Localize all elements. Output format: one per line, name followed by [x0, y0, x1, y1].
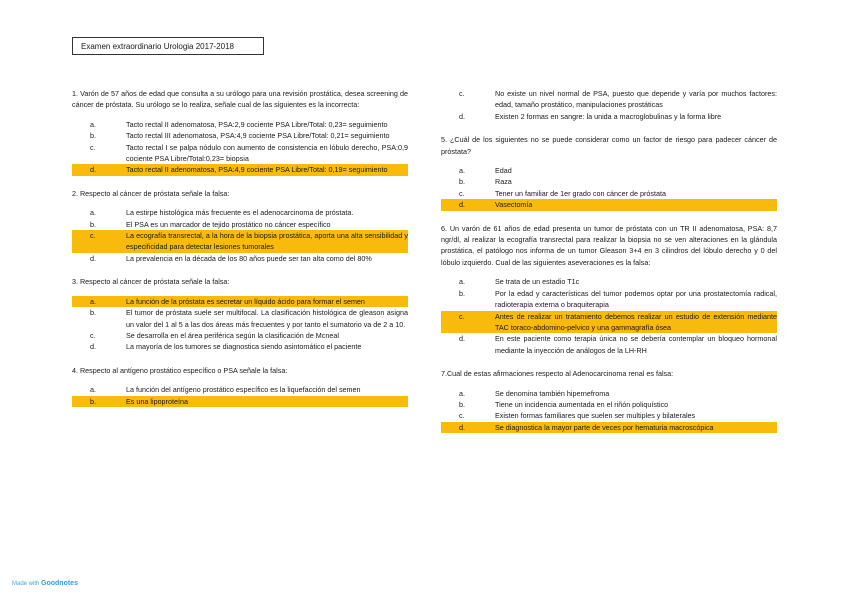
watermark-small-text: Made with: [12, 581, 40, 587]
option-text: El PSA es un marcador de tejido prostático no cáncer específico: [126, 219, 331, 229]
answer-option: [72, 341, 408, 352]
answer-option: [72, 142, 408, 165]
option-text: El tumor de próstata suele ser multifocal. La clasificación histológica de gleason asigna un valor del 1 al 5 a las dos áreas más frecuentes y por tanto el sumatorio va de 2 a 10.: [126, 308, 408, 329]
answer-option: [441, 388, 777, 399]
option-letter: c.: [459, 89, 465, 98]
option-letter: b.: [459, 399, 465, 409]
answer-option: [441, 288, 777, 311]
option-letter: a.: [90, 385, 96, 395]
option-text: La prevalencia en la década de los 80 años puede ser tan alta como del 80%: [126, 253, 372, 263]
option-text: Raza: [495, 177, 512, 187]
answer-option: [72, 384, 408, 395]
left-column: [72, 88, 408, 419]
highlighted-answer-option: [72, 230, 408, 253]
option-letter: d.: [90, 165, 96, 175]
answer-option: [441, 165, 777, 176]
option-text: La mayoría de los tumores se diagnostica siendo asintomático el paciente: [126, 342, 362, 352]
option-letter: b.: [459, 177, 465, 187]
option-letter: c.: [90, 330, 96, 340]
option-letter: a.: [90, 296, 96, 306]
answer-option: [72, 307, 408, 330]
option-text: Se trata de un estadio T1c: [495, 277, 580, 287]
goodnotes-watermark: [12, 580, 78, 587]
option-list: [441, 88, 777, 122]
question-text: 7.Cual de estas afirmaciones respecto al Adenocarcinoma renal es falsa:: [441, 369, 674, 379]
watermark-brand: Goodnotes: [41, 580, 78, 587]
answer-option: [441, 410, 777, 421]
option-text: Tacto rectal II adenomatosa, PSA:2,9 cociente PSA Libre/Total: 0,23= seguimiento: [126, 119, 388, 129]
option-text: Es una lipoproteína: [126, 396, 188, 406]
answer-option: [72, 130, 408, 141]
highlighted-answer-option: [441, 422, 777, 433]
option-text: Se diagnostica la mayor parte de veces por hematuria macroscópica: [495, 422, 714, 432]
option-letter: a.: [90, 119, 96, 129]
option-list: [441, 165, 777, 211]
option-letter: d.: [459, 200, 465, 210]
highlighted-answer-option: [72, 164, 408, 175]
question-text: 2. Respecto al cáncer de próstata señale la falsa:: [72, 188, 230, 198]
option-letter: b.: [90, 131, 96, 141]
question-text: 1. Varón de 57 años de edad que consulta a su urólogo para una revisión prostática, desea screening de cáncer de próstata. Su urólogo se lo realiza, señale cual de las siguientes es la incorrecta:: [72, 89, 408, 110]
option-text: Existen formas familiares que suelen ser multiples y bilaterales: [495, 411, 696, 421]
answer-option: [72, 207, 408, 218]
option-letter: c.: [90, 231, 96, 241]
answer-option: [72, 253, 408, 264]
option-letter: b.: [90, 219, 96, 229]
right-column: [441, 88, 777, 445]
option-letter: d.: [459, 422, 465, 432]
option-letter: d.: [459, 334, 465, 344]
option-list: [72, 207, 408, 264]
option-text: Antes de realizar un tratamiento debemos realizar un estudio de extensión mediante TAC toraco-abdomino-pelvico y una gammagrafía ósea: [495, 311, 777, 332]
option-text: Existen 2 formas en sangre: la unida a macroglobulinas y la forma libre: [495, 111, 722, 121]
option-letter: b.: [90, 396, 96, 406]
option-letter: c.: [459, 188, 465, 198]
answer-option: [72, 219, 408, 230]
option-letter: b.: [459, 288, 465, 298]
option-letter: d.: [90, 342, 96, 352]
option-text: La función del antígeno prostático específico es la liquefacción del semen: [126, 385, 361, 395]
question-text: 6. Un varón de 61 años de edad presenta un tumor de próstata con un TR II adenomatosa, PSA: 8,7 ngr/dl, al realizar la ecografía transrectal para realizar la biopsia no se ven alteraciones en la glándula prostática, el patólogo nos informa de un tumor Gleason 3+4 en 3 cilindros del lóbulo derecho y 0 del lóbulo izquierdo. Cual de las siguientes aseveraciones es la falsa:: [441, 223, 777, 267]
answer-option: [441, 88, 777, 111]
highlighted-answer-option: [441, 311, 777, 334]
highlighted-answer-option: [72, 396, 408, 407]
option-text: Tacto rectal III adenomatosa, PSA:4,9 cociente PSA Libre/Total: 0,21= seguimiento: [126, 131, 390, 141]
option-text: No existe un nivel normal de PSA, puesto que depende y varía por muchos factores: edad, tamaño prostático, manipulaciones prostáticas: [495, 89, 777, 110]
highlighted-answer-option: [72, 296, 408, 307]
option-text: La estirpe histológica más frecuente es el adenocarcinoma de próstata.: [126, 208, 354, 218]
answer-option: [72, 119, 408, 130]
exam-title: Examen extraordinario Urologia 2017-2018: [72, 37, 264, 55]
option-text: En este paciente como terapia única no se debería contemplar un bloqueo hormonal mediante la inyección de análogos de la LH-RH: [495, 334, 777, 355]
option-letter: c.: [90, 142, 96, 152]
highlighted-answer-option: [441, 199, 777, 210]
option-list: [441, 276, 777, 356]
option-text: Vasectomía: [495, 200, 533, 210]
answer-option: [72, 330, 408, 341]
option-letter: a.: [459, 388, 465, 398]
option-text: Tacto rectal I se palpa nódulo con aumento de consistencia en lóbulo derecho, PSA:0,9 cociente PSA Libre/Total:0,23= biopsia: [126, 142, 408, 164]
option-list: [72, 296, 408, 353]
question-text: 4. Respecto al antígeno prostático específico o PSA señale la falsa:: [72, 365, 288, 375]
answer-option: [441, 333, 777, 356]
option-letter: a.: [459, 166, 465, 176]
option-list: [72, 384, 408, 407]
option-text: Tener un familiar de 1er grado con cáncer de próstata: [495, 188, 667, 198]
option-text: Edad: [495, 166, 512, 176]
option-letter: c.: [459, 311, 465, 321]
option-text: Se denomina también hipernefroma: [495, 388, 610, 398]
answer-option: [441, 276, 777, 287]
option-letter: a.: [459, 277, 465, 287]
option-text: Tiene un incidencia aumentada en el riñón poliquístico: [495, 399, 669, 409]
answer-option: [441, 188, 777, 199]
option-letter: b.: [90, 308, 96, 318]
option-list: [72, 119, 408, 176]
answer-option: [441, 399, 777, 410]
question-text: 5. ¿Cuál de los siguientes no se puede considerar como un factor de riesgo para padecer cáncer de próstata?: [441, 135, 777, 156]
option-text: Por la edad y características del tumor podemos optar por una prostatectomía radical, radioterapia externa o braquiterapia: [495, 288, 777, 310]
option-letter: d.: [459, 111, 465, 121]
answer-option: [441, 111, 777, 122]
answer-option: [441, 176, 777, 187]
question-text: 3. Respecto al cáncer de próstata señale la falsa:: [72, 277, 230, 287]
option-list: [441, 388, 777, 434]
option-text: Tacto rectal II adenomatosa, PSA:4,9 cociente PSA Libre/Total: 0,19= seguimiento: [126, 165, 388, 175]
option-text: La función de la próstata es secretar un líquido ácido para formar el semen: [126, 296, 365, 306]
option-text: Se desarrolla en el área periférica según la clasificación de Mcneal: [126, 330, 339, 340]
option-letter: d.: [90, 253, 96, 263]
option-letter: c.: [459, 411, 465, 421]
option-letter: a.: [90, 208, 96, 218]
option-text: La ecografía transrectal, a la hora de la biopsia prostática, aporta una alta sensibilidad y especificidad para detectar lesiones tumorales: [126, 231, 408, 252]
